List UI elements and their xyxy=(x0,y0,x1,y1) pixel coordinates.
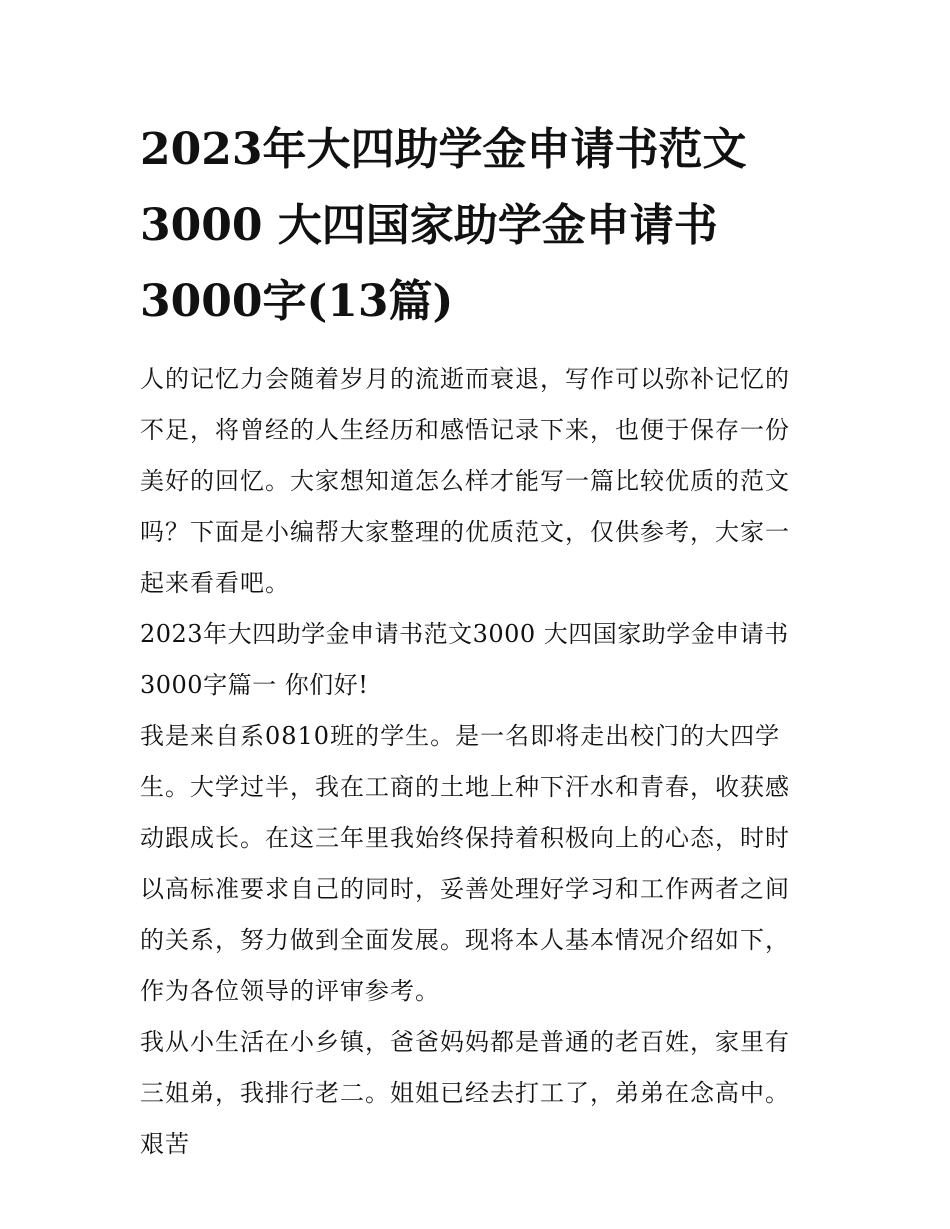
section-heading-paragraph: 2023年大四助学金申请书范文3000 大四国家助学金申请书3000字篇一 你们好! xyxy=(140,620,789,699)
document-page xyxy=(140,112,812,1170)
body-paragraph: 我是来自系0810班的学生。是一名即将走出校门的大四学生。大学过半，我在工商的土地上种下汗水和青春，收获感动跟成长。在这三年里我始终保持着积极向上的心态，时时以高标准要求自己的同时，妥善处理好学习和工作两者之间的关系，努力做到全面发展。现将本人基本情况介绍如下，作为各位领导的评审参考。 xyxy=(140,722,790,1005)
body-paragraph: 我从小生活在小乡镇，爸爸妈妈都是普通的老百姓，家里有三姐弟，我排行老二。姐姐已经去打工了，弟弟在念高中。艰苦 xyxy=(140,1028,790,1158)
document-title: 2023年大四助学金申请书范文3000 大四国家助学金申请书3000字(13篇) xyxy=(140,124,747,327)
intro-paragraph: 人的记忆力会随着岁月的流逝而衰退，写作可以弥补记忆的不足，将曾经的人生经历和感悟记录下来，也便于保存一份美好的回忆。大家想知道怎么样才能写一篇比较优质的范文吗？下面是小编帮大家整理的优质范文，仅供参考，大家一起来看看吧。 xyxy=(140,365,790,597)
